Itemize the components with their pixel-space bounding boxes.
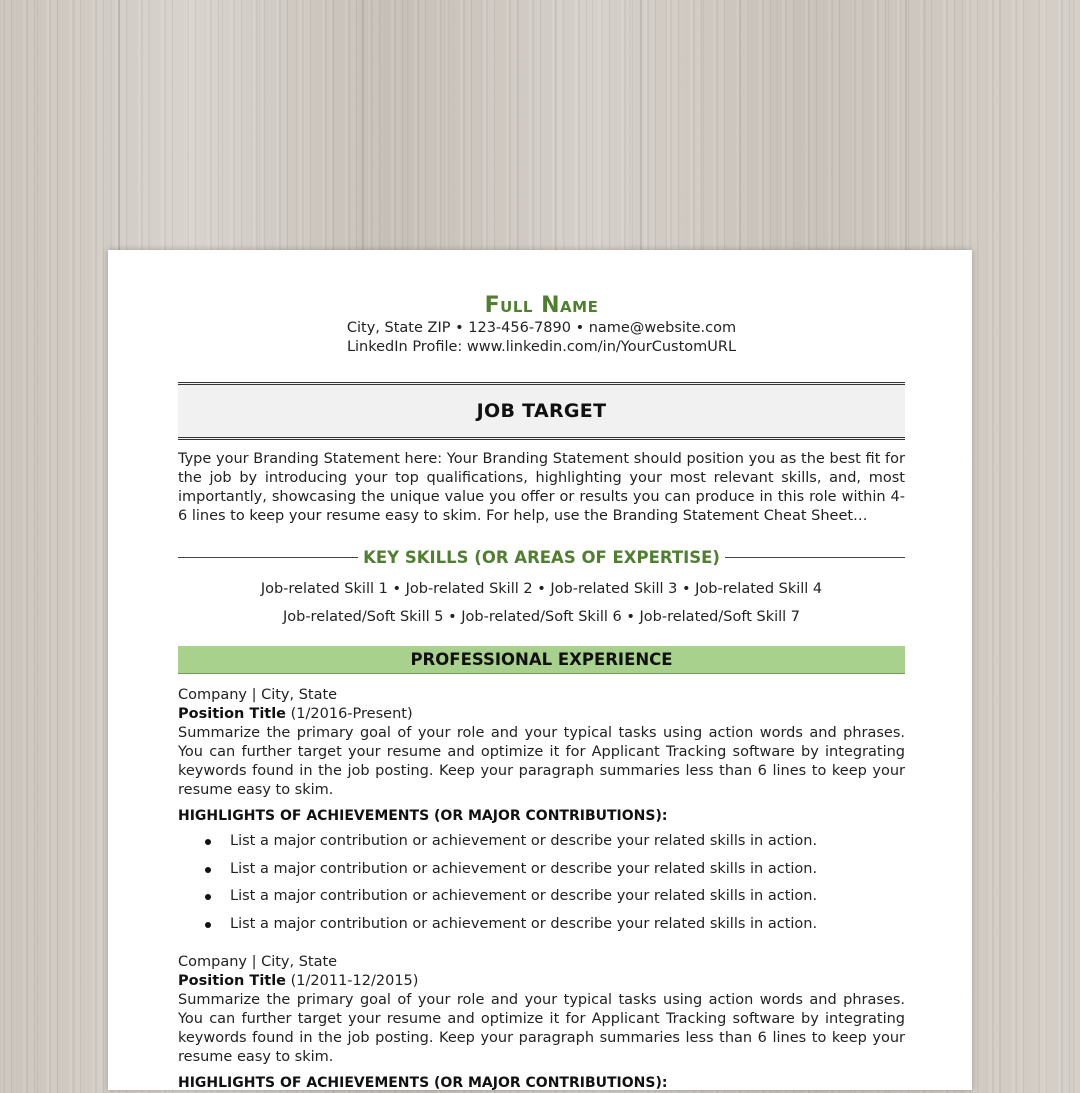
position-line <box>178 705 905 724</box>
position-dates: (1/2016-Present) <box>290 706 413 722</box>
skills-list-line: Job-related Skill 1 • Job-related Skill 2 • Job-related Skill 3 • Job-related Skill 4 <box>260 581 823 597</box>
position-title: Position Title <box>178 706 287 722</box>
heading-rule-left <box>178 557 358 558</box>
list-item <box>178 832 905 860</box>
highlight-text: List a major contribution or achievement or describe your related skills in action. <box>230 915 818 932</box>
company-line: Company | City, State <box>178 954 338 970</box>
professional-experience-band <box>178 646 905 674</box>
list-item <box>178 887 905 915</box>
highlight-text: List a major contribution or achievement or describe your related skills in action. <box>230 860 818 877</box>
heading-rule-right <box>725 557 905 558</box>
position-line <box>178 972 905 991</box>
job-target-title: JOB TARGET <box>476 400 607 422</box>
bullet-icon <box>205 839 211 845</box>
key-skills-title: KEY SKILLS (OR AREAS OF EXPERTISE) <box>363 547 720 567</box>
company-line: Company | City, State <box>178 687 338 703</box>
highlights-heading: HIGHLIGHTS OF ACHIEVEMENTS (OR MAJOR CONTRIBUTIONS): <box>178 1075 668 1091</box>
bullet-icon <box>205 894 211 900</box>
key-skills-heading <box>178 546 905 568</box>
skills-list-line: Job-related/Soft Skill 5 • Job-related/Soft Skill 6 • Job-related/Soft Skill 7 <box>282 609 801 625</box>
contact-line: City, State ZIP • 123-456-7890 • name@website.com <box>346 320 737 336</box>
job-entry <box>178 953 905 1093</box>
branding-statement: Type your Branding Statement here: Your Branding Statement should position you as the best fit for the job by introducing your top qualifications, highlighting your most relevant skills, and, most importantly, showcasing the unique value you offer or results you can produce in this role within 4-6 lines to keep your resume easy to skim. For help, use the Branding Statement Cheat Sheet… <box>178 451 905 524</box>
job-summary: Summarize the primary goal of your role and your typical tasks using action words and phrases. You can further target your resume and optimize it for Applicant Tracking software by integrating keywords found in the job posting. Keep your paragraph summaries less than 6 lines to keep your resume easy to skim. <box>178 725 905 798</box>
bullet-icon <box>205 867 211 873</box>
linkedin-line: LinkedIn Profile: www.linkedin.com/in/YourCustomURL <box>346 339 737 355</box>
resume-page <box>108 250 972 1090</box>
highlights-list <box>178 832 905 942</box>
highlight-text: List a major contribution or achievement or describe your related skills in action. <box>230 888 818 904</box>
list-item <box>178 860 905 888</box>
list-item <box>178 915 905 943</box>
highlights-heading: HIGHLIGHTS OF ACHIEVEMENTS (OR MAJOR CONTRIBUTIONS): <box>178 808 668 824</box>
professional-experience-title: PROFESSIONAL EXPERIENCE <box>410 650 673 669</box>
position-title: Position Title <box>178 973 287 989</box>
job-entry <box>178 686 905 942</box>
full-name: Full Name <box>484 293 599 318</box>
job-target-band <box>178 382 905 440</box>
highlight-text: List a major contribution or achievement or describe your related skills in action. <box>230 833 818 849</box>
job-summary: Summarize the primary goal of your role and your typical tasks using action words and phrases. You can further target your resume and optimize it for Applicant Tracking software by integrating keywords found in the job posting. Keep your paragraph summaries less than 6 lines to keep your resume easy to skim. <box>178 992 905 1065</box>
bullet-icon <box>205 922 211 928</box>
position-dates: (1/2011-12/2015) <box>290 973 419 989</box>
